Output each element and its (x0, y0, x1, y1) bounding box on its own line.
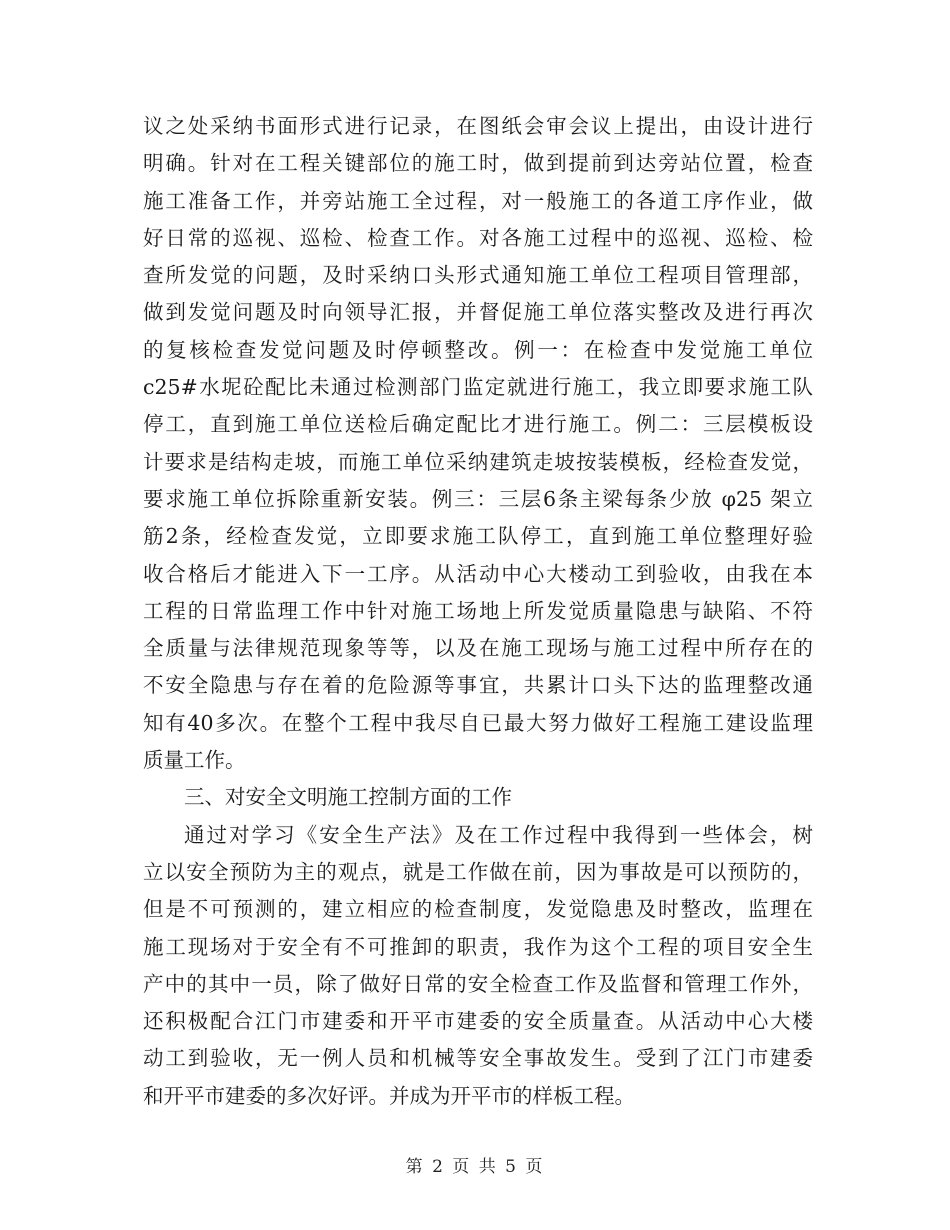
page-number-footer: 第 2 页 共 5 页 (405, 1157, 545, 1177)
document-body (143, 108, 813, 1115)
paragraph-quality-control (143, 108, 813, 779)
text-line: 不安全隐患与存在着的危险源等事宜，共累计口头下达的监理整改通 (143, 673, 813, 698)
section-heading (143, 779, 813, 816)
text-line: 施工现场对于安全有不可推卸的职责，我作为这个工程的项目安全生 (143, 934, 813, 959)
text-line: 工程的日常监理工作中针对施工场地上所发觉质量隐患与缺陷、不符 (143, 598, 813, 623)
text-line: 立以安全预防为主的观点，就是工作做在前，因为事故是可以预防的， (143, 859, 813, 884)
text-line: 产中的其中一员，除了做好日常的安全检查工作及监督和管理工作外， (143, 971, 813, 996)
text-line: 的复核检查发觉问题及时停顿整改。例一：在检查中发觉施工单位 (143, 337, 813, 362)
text-line: 质量工作。 (143, 748, 246, 773)
text-line: 计要求是结构走坡，而施工单位采纳建筑走坡按装模板，经检查发觉， (143, 449, 813, 474)
text-line: 但是不可预测的，建立相应的检查制度，发觉隐患及时整改，监理在 (143, 897, 813, 922)
text-line: 还积极配合江门市建委和开平市建委的安全质量查。从活动中心大楼 (143, 1009, 813, 1034)
text-line: 议之处采纳书面形式进行记录，在图纸会审会议上提出，由设计进行 (143, 114, 813, 138)
paragraph-safety (143, 817, 813, 1115)
text-line: 筋2条，经检查发觉，立即要求施工队停工，直到施工单位整理好验 (143, 524, 813, 549)
text-line: 全质量与法律规范现象等等，以及在施工现场与施工过程中所存在的 (143, 636, 813, 661)
text-line: 明确。针对在工程关键部位的施工时，做到提前到达旁站位置，检查 (143, 151, 813, 176)
text-line: 停工，直到施工单位送检后确定配比才进行施工。例二：三层模板设 (143, 412, 813, 437)
text-line: 做到发觉问题及时向领导汇报，并督促施工单位落实整改及进行再次 (143, 300, 813, 325)
text-line: 知有40多次。在整个工程中我尽自已最大努力做好工程施工建设监理 (143, 710, 813, 735)
text-line: 和开平市建委的多次好评。并成为开平市的样板工程。 (143, 1083, 635, 1108)
text-line: 查所发觉的问题，及时采纳口头形式通知施工单位工程项目管理部， (143, 263, 813, 288)
text-line: 收合格后才能进入下一工序。从活动中心大楼动工到验收，由我在本 (143, 561, 813, 586)
heading-line: 三、对安全文明施工控制方面的工作 (184, 785, 512, 810)
text-line: 施工准备工作，并旁站施工全过程，对一般施工的各道工序作业，做 (143, 188, 813, 213)
text-line: 好日常的巡视、巡检、检查工作。对各施工过程中的巡视、巡检、检 (143, 225, 813, 250)
text-line: 动工到验收，无一例人员和机械等安全事故发生。受到了江门市建委 (143, 1046, 813, 1071)
text-line: c25#水坭砼配比未通过检测部门监定就进行施工，我立即要求施工队 (143, 375, 813, 400)
text-line: 通过对学习《安全生产法》及在工作过程中我得到一些体会，树 (184, 822, 813, 847)
text-line: 要求施工单位拆除重新安装。例三：三层6条主梁每条少放 φ25 架立 (143, 486, 813, 511)
